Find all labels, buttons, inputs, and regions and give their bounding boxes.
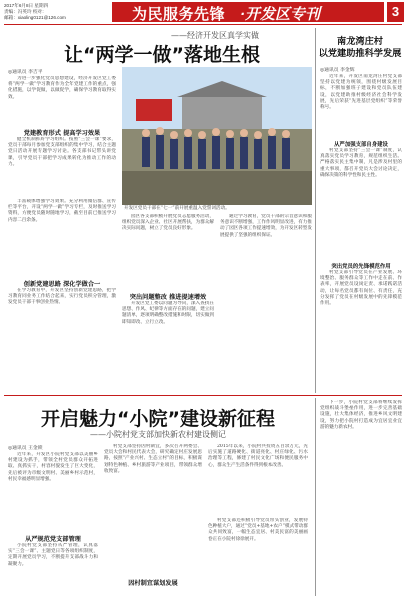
banner <box>112 2 384 22</box>
article2-col4 <box>320 400 402 596</box>
sidebar-body-3 <box>320 270 402 392</box>
article2-col3 <box>208 444 308 516</box>
article1-col2-body1 <box>122 214 214 290</box>
page-number: 3 <box>387 2 404 22</box>
paragraph: 近年来，开发区南龙湾庄村党支部坚持以党建为统领，围绕村级发展目标，不断加强班子建设和党员队伍建设，以党建助推村级经济社会科学发展，先后荣获“先进基层党组织”等荣誉称号。 <box>320 74 402 111</box>
article2-author: ◎通讯员 王金锁 <box>8 446 43 451</box>
paragraph: 健全机制抓好学习组织。按照“三会一课”要求，党员干部每月参加党支部组织的集中学习，结合主题党日活动开展专题学习讨论。各支部书记带头讲党课，引导党员干部把学习成果转化为推动工作的动力。 <box>8 137 116 167</box>
paragraph: 小院村党支部坚持从严管理，认真落实“三会一课”、主题党日等各项组织制度，定期开展党员学习，不断提升支部战斗力和凝聚力。 <box>8 543 98 567</box>
header-meta <box>4 3 66 22</box>
sidebar-author: ◎通讯员 李金辉 <box>320 68 355 73</box>
article1-col2-body2 <box>122 301 214 391</box>
paragraph: 村党支部引导党员在产业发展、环境整治、服务群众等工作中走在前、作表率，开展党员设岗定责、承诺践诺活动，让每名党员都有岗位、有责任，充分发挥了党员在村级发展中的先锋模范作用。 <box>320 270 402 307</box>
article2-subheading-1: 从严规范党支部管理 <box>25 536 81 543</box>
paragraph: 2015年以来，小院村共投资五百余万元，先后实施了道路硬化、街道亮化、村庄绿化、污水治理等工程，修建了村民文化广场和便民服务中心，群众生产生活条件得到根本改善。 <box>208 444 308 468</box>
article1-col1-body3 <box>8 288 116 388</box>
sidebar-body-1 <box>320 74 402 138</box>
article1-title: 让“两学一做”落地生根 <box>64 44 260 66</box>
header-rule <box>4 24 402 25</box>
issue-date: 2017年6月8日 星期四 <box>4 3 49 8</box>
paragraph: 村党支部坚持因村制宜，多次召开两委会、党员大会和村民代表大会，研究确定村庄发展思路，按照“产业兴村、生态立村”的目标，积极谋划特色种植、乡村旅游等产业项目，带领群众增收致富。 <box>104 444 202 474</box>
banner-subtitle: ·开发区专刊 <box>240 6 320 23</box>
article1-subheading-3: 突出问题整改 推进提速增效 <box>129 294 207 301</box>
article2-subheading-2: 因村制宜谋划发展 <box>128 580 178 587</box>
article1-col1-body2 <box>8 199 116 277</box>
article2-col1 <box>8 452 98 532</box>
article1-col1-intro <box>8 76 116 128</box>
paragraph: 开发区党工委以问题为导向，深入查找在思想、作风、纪律等方面存在的问题，建立问题清单，逐项明确整改措施和时限，切实做到即知即改、立行立改。 <box>122 301 214 325</box>
paragraph: 园区各支部积极开展党员志愿服务活动，组织党员深入企业、社区开展帮扶，为群众解决实际问题，树立了党员良好形象。 <box>122 214 214 232</box>
banner-title: 为民服务先锋 <box>132 6 226 23</box>
sidebar-subheading-1: 从严加强支部自身建设 <box>334 142 388 148</box>
article2-col1b <box>8 543 98 597</box>
paragraph: 近年来，开发区小院村党支部以美丽乡村建设为抓手，带领全村党员群众开拓进取、真抓实干，村容村貌发生了巨大变化，先后被评为市级文明村、美丽乡村示范村，村民幸福感明显增强。 <box>8 452 98 482</box>
article1-col1-body <box>8 137 116 197</box>
email-line: 邮箱：xiaoling0121@126.com <box>4 15 66 21</box>
paragraph: 在学习教育中，开发区坚持创新党建思路，把学习教育同业务工作结合起来，实行党员积分管理，激发党员干部干事创业热情。 <box>8 288 116 306</box>
article2-subtitle: ——小院村党支部加快新农村建设侧记 <box>90 430 226 439</box>
column-divider <box>315 28 316 393</box>
article1-photo <box>122 67 312 205</box>
article1-subheading-1: 党建教育形式 提高学习效果 <box>23 130 101 137</box>
sidebar-subheading-2: 突出党员的先锋模范作用 <box>331 264 391 270</box>
article1-author: ◎通讯员 李吉平 <box>8 70 43 75</box>
section-divider <box>4 395 402 396</box>
article1-photo-caption: 开发区党员干部在“七一”前开展重温入党誓词活动。 <box>124 206 230 211</box>
article1-kicker: ——经济开发区真学实做 <box>171 31 259 40</box>
editor-line: 责编：冯英玲 校对： <box>4 9 47 15</box>
sidebar-title-line2: 以党建助推科学发展 <box>318 48 402 59</box>
column-divider <box>315 398 316 596</box>
paragraph: 村党支部坚持“三会一课”制度，认真落实党员学习教育，规范组织生活。严格落实民主集中制，凡是涉及村里的重大事项，都召开党员大会讨论决定，确保决策的科学性和民主性。 <box>320 148 402 178</box>
article1-col3-body <box>220 214 312 391</box>
paragraph: 下一步，小院村党支部将继续发挥党组织战斗堡垒作用，进一步完善基础设施，壮大集体经济，推进乡风文明建设，努力把小院村打造成为宜居宜业宜游的魅力新农村。 <box>320 400 402 430</box>
article2-col3b <box>208 518 308 596</box>
paragraph: 村党支部还积极引导党员带头创业，发展特色种植大户，通过“党员+基地+农户”模式带动群众共同致富，一幅生态宜居、村美民富的美丽画卷正在小院村徐徐展开。 <box>208 518 308 542</box>
article2-col2 <box>104 444 202 574</box>
page-header <box>0 0 406 26</box>
paragraph: 通过学习教育，党员干部的宗旨意识和服务意识不断增强，工作作风明显改进，有力推动了园区各项工作提速增效，为开发区转型发展提供了坚强的组织保证。 <box>220 214 312 238</box>
article2-title: 开启魅力“小院”建设新征程 <box>41 408 275 430</box>
sidebar-body-2 <box>320 148 402 260</box>
sidebar-title-line1: 南龙湾庄村 <box>337 36 383 47</box>
paragraph: 丰富载体增强学习效果。充分利用微信群、宣传栏等平台，开设“两学一做”学习专栏，及时推送学习资料，方便党员随时随地学习，截至目前已推送学习内容二百余条。 <box>8 199 116 223</box>
photo-illustration <box>122 67 312 205</box>
paragraph: 为进一步强化党员思想建设，经济开发区党工委将“两学一做”学习教育作为全年党建工作的重点，强化措施，以学促做，以做促学，确保学习教育取得实效。 <box>8 76 116 100</box>
article1-subheading-2: 创新党建思路 深化学做合一 <box>23 281 101 288</box>
